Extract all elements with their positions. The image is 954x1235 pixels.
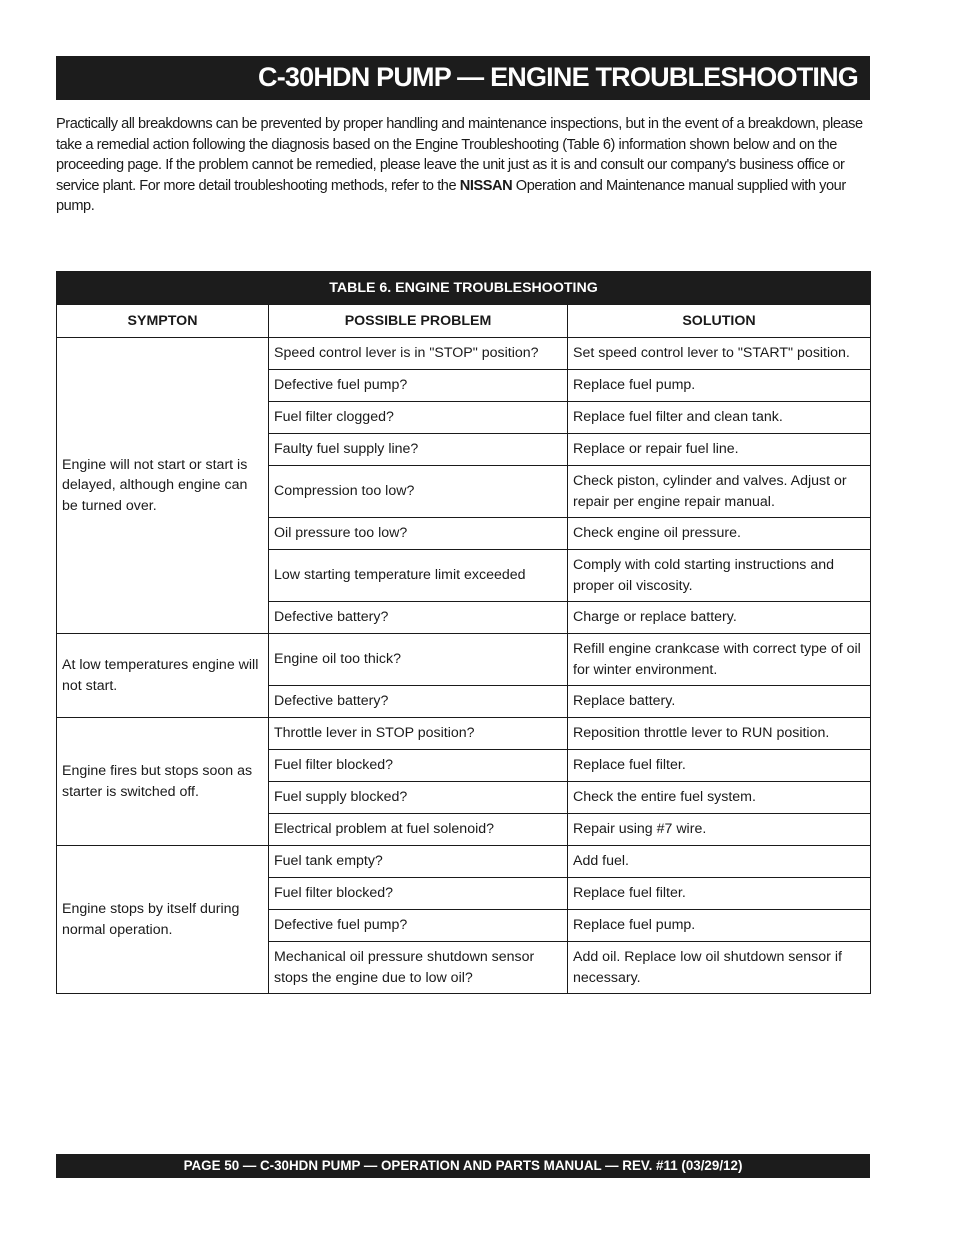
table-caption: TABLE 6. ENGINE TROUBLESHOOTING [57,272,871,305]
symptom-cell: At low temperatures engine will not start. [57,634,269,718]
intro-paragraph [56,114,872,217]
table-row [57,634,871,686]
problem-cell: Electrical problem at fuel solenoid? [269,814,568,846]
solution-cell: Replace battery. [568,686,871,718]
solution-cell: Refill engine crankcase with correct type of oil for winter environment. [568,634,871,686]
symptom-cell: Engine will not start or start is delayed, although engine can be turned over. [57,338,269,634]
problem-cell: Faulty fuel supply line? [269,434,568,466]
problem-cell: Defective battery? [269,602,568,634]
problem-cell: Fuel tank empty? [269,846,568,878]
solution-cell: Replace fuel filter and clean tank. [568,402,871,434]
page-title-bar [56,56,870,100]
solution-cell: Replace fuel pump. [568,910,871,942]
problem-cell: Fuel filter blocked? [269,750,568,782]
problem-cell: Fuel filter blocked? [269,878,568,910]
intro-text: Practically all breakdowns can be prevented by proper handling and maintenance inspections, but in the event of a breakdown, please take a remedial action following the diagnosis based on the Engine Troubleshooting (Table 6) information shown below and on the proceeding page. If the problem cannot be remedied, please leave the unit just as it is and consult our company's business office or service plant. For more detail troubleshooting methods, refer to the [56,116,863,194]
problem-cell: Oil pressure too low? [269,518,568,550]
problem-cell: Fuel supply blocked? [269,782,568,814]
column-header-solution: SOLUTION [568,305,871,338]
solution-cell: Replace fuel pump. [568,370,871,402]
table-row [57,718,871,750]
solution-cell: Add oil. Replace low oil shutdown sensor if necessary. [568,942,871,994]
problem-cell: Defective battery? [269,686,568,718]
column-header-problem: POSSIBLE PROBLEM [269,305,568,338]
solution-cell: Reposition throttle lever to RUN position. [568,718,871,750]
solution-cell: Repair using #7 wire. [568,814,871,846]
intro-brand: NISSAN [459,177,513,194]
solution-cell: Check engine oil pressure. [568,518,871,550]
solution-cell: Check piston, cylinder and valves. Adjust or repair per engine repair manual. [568,466,871,518]
problem-cell: Low starting temperature limit exceeded [269,550,568,602]
problem-cell: Defective fuel pump? [269,910,568,942]
solution-cell: Charge or replace battery. [568,602,871,634]
problem-cell: Fuel filter clogged? [269,402,568,434]
problem-cell: Speed control lever is in "STOP" position? [269,338,568,370]
symptom-cell: Engine fires but stops soon as starter is switched off. [57,718,269,846]
solution-cell: Check the entire fuel system. [568,782,871,814]
symptom-cell: Engine stops by itself during normal operation. [57,846,269,994]
solution-cell: Set speed control lever to "START" position. [568,338,871,370]
problem-cell: Mechanical oil pressure shutdown sensor stops the engine due to low oil? [269,942,568,994]
table-row [57,846,871,878]
solution-cell: Replace fuel filter. [568,750,871,782]
page-footer: PAGE 50 — C-30HDN PUMP — OPERATION AND PARTS MANUAL — REV. #11 (03/29/12) [56,1154,870,1178]
table-row [57,338,871,370]
problem-cell: Compression too low? [269,466,568,518]
troubleshooting-table [56,271,871,994]
solution-cell: Replace fuel filter. [568,878,871,910]
problem-cell: Throttle lever in STOP position? [269,718,568,750]
page-title: C-30HDN PUMP — ENGINE TROUBLESHOOTING [258,62,858,92]
intro-text-end: Operation and Maintenance manual supplied with your pump. [56,177,846,214]
problem-cell: Defective fuel pump? [269,370,568,402]
column-header-symptom: SYMPTON [57,305,269,338]
solution-cell: Replace or repair fuel line. [568,434,871,466]
solution-cell: Comply with cold starting instructions and proper oil viscosity. [568,550,871,602]
problem-cell: Engine oil too thick? [269,634,568,686]
solution-cell: Add fuel. [568,846,871,878]
